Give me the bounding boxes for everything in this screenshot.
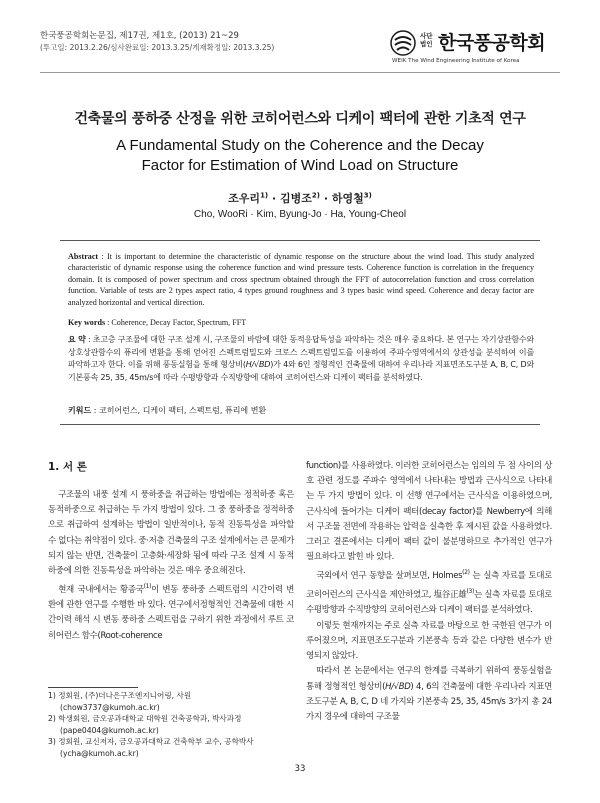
author-sep: ·: [271, 192, 277, 205]
paragraph-2: [48, 579, 294, 644]
header-divider: [40, 72, 560, 73]
korean-abstract-label: 요 약: [68, 335, 86, 344]
title-korean: 건축물의 풍하중 산정을 위한 코히어런스와 디케이 팩터에 관한 기초적 연구: [74, 111, 526, 127]
keywords-label: Key words: [68, 318, 106, 327]
wind-logo-icon: [390, 30, 416, 56]
keywords-text: : Coherence, Decay Factor, Spectrum, FFT: [107, 318, 247, 327]
footnote-3-email: (ycha@kumoh.ac.kr): [60, 748, 139, 758]
society-logo: [390, 28, 560, 68]
footnote-2-email: (pape0404@kumoh.ac.kr): [60, 725, 159, 735]
body-column-right: [306, 459, 552, 725]
korean-keywords-text: : 코히어런스, 디케이 팩터, 스펙트럼, 퓨리에 변환: [93, 406, 267, 415]
citation-3: (3): [466, 588, 474, 596]
author-3: 하영철: [331, 192, 364, 205]
footnote-2: 2) 학생회원, 금오공과대학교 대학원 건축공학과, 박사과정: [48, 714, 242, 723]
paragraph-5: [306, 664, 552, 725]
journal-citation: 한국풍공학회논문집, 제17권, 제1호, (2013) 21~29: [40, 31, 239, 41]
paragraph-5-formula: H/√BD: [385, 681, 411, 692]
body-column-left: [48, 488, 294, 644]
paragraph-3-a: 국외에서 연구 동향을 살펴보면, Holmes: [316, 571, 463, 582]
paragraph-4: 이렇듯 현재까지는 주로 실측 자료를 바탕으로 한 국한된 연구가 이루어졌으며, 지표면조도구분과 기본풍속 등과 같은 다양한 변수가 반영되지 않았다.: [306, 620, 552, 662]
footnote-divider: [48, 687, 138, 688]
author-1: 조우리: [228, 192, 261, 205]
aspect-ratio-formula: H/√BD: [245, 360, 271, 369]
citation-2: (2): [462, 569, 470, 577]
korean-keywords-label: 키워드: [68, 406, 92, 415]
keywords-english: [68, 317, 534, 328]
logo-name: 한국풍공학회: [438, 32, 546, 54]
keywords-korean: [68, 405, 534, 416]
footnote-3: 3) 정회원, 교신저자, 금오공과대학교 건축학부 교수, 공학박사: [48, 737, 254, 746]
logo-english: WEIK The Wind Engineering Institute of Korea: [392, 58, 520, 64]
abstract-text: : It is important to determine the characteristic of dynamic response on the structure about the wind load. This study analyzed characteristic of dynamic response using the coherence function and wind pressure tests. Coherence function is correlation in the frequency domain. It is composed of power spectrum and cross spectrum obtained through the FFT of autocorrelation function and cross correlation function. Variable of tests are 2 types aspect ratio, 4 types ground roughness and 3 types basic wind speed. Coherence and decay factor are analyzed horizontal and vertical direction.: [68, 252, 534, 307]
paragraph-3-b: 는 실측 자료를 토대로 코히어런스의 근사식을 제안하였고, 塩谷正雄: [306, 571, 552, 601]
page-number: 33: [294, 764, 306, 774]
paragraph-2-text: 현재 국내에서는 황종국: [58, 585, 144, 596]
abstract-english: [68, 251, 534, 308]
korean-abstract-text2: )가 4와 6인 정형적인 건축물에 대하여 우리나라 지표면조도구분 A, B, C, D와 기본풍속 25, 35, 45m/s에 따라 수평방향과 수직방향에 대하여 코히어런스와 디케이 팩터를 분석하였다.: [68, 360, 534, 382]
submission-dates: (투고일: 2013.2.26/심사완료일: 2013.3.25/게재확정일: 2013.3.25): [40, 43, 275, 52]
author-2-affil: 2): [311, 191, 320, 200]
authors-korean: [0, 190, 600, 206]
title-english-line1: A Fundamental Study on the Coherence and the Decay: [116, 137, 484, 154]
footnotes: [48, 691, 294, 760]
paragraph-5-a: 따라서 본 논문에서는 연구의 한계를 극복하기 위하여 풍동실험을 통해 정형적인 형상비(: [306, 666, 552, 692]
author-1-affil: 1): [260, 191, 269, 200]
paragraph-2-right: function)를 사용하였다. 이러한 코히어런스는 임의의 두 점 사이의 상호 관련 정도를 주파수 영역에서 나타내는 방법과 근사식으로 나타내는 두 가지 방법이 있다. 이 선행 연구에서는 근사식을 이용하였으며, 근사식에 들어가는 디케이 팩터(decay factor)를 Newberry에 의해서 구조물 전면에 작용하는 압력을 실측한 후 제시된 값을 사용하였다. 그러고 결론에서는 디케이 팩터 값이 불분명하므로 추가적인 연구가 필요하다고 밝힌 바 있다.: [306, 461, 552, 563]
title-english-line2: Factor for Estimation of Wind Load on Structure: [141, 157, 459, 174]
authors-english: Cho, WooRi · Kim, Byung-Jo · Ha, Young-Cheol: [193, 209, 407, 220]
paragraph-2-continued: 이 변동 풍하중 스펙트럼의 시간이력 변환에 관한 연구를 수행한 바 있다. 연구에서정형적인 건축물에 대한 시간이력 해석 시 변동 풍하중 스펙트럼을 구하기 위한 과정에서 루트 코히어런스 함수(Root-coherence: [48, 585, 294, 641]
footnote-1: 1) 정회원, (주)더나은구조엔지니어링, 사원: [48, 691, 192, 700]
citation-1: (1): [143, 583, 152, 591]
author-2: 김병조: [280, 192, 312, 205]
journal-header: [40, 30, 274, 54]
paragraph-3-c: 는 실측 자료를 토대로 수평방향과 수직방향의 코히어런스와 디케이 팩터를 분석하였다.: [306, 590, 552, 616]
author-3-affil: 3): [363, 191, 372, 200]
title-english: [0, 136, 600, 176]
section-title-introduction: 1. 서 론: [48, 461, 87, 473]
abstract-label: Abstract: [68, 252, 99, 261]
korean-abstract-text1: : 초고층 구조물에 대한 구조 설계 시, 구조물의 바람에 대한 동적응답특성을 파악하는 것은 매우 중요하다. 본 연구는 자기상관함수와 상호상관함수의 퓨리에 변환을 통해 얻어진 스펙트럼밀도와 크로스 스펙트럼밀도를 이용하여 주파수영역에서의 상관성을 분석하여 이를 파악하고자 한다. 이를 위해 풍동실험을 통해 형상비(: [68, 335, 534, 369]
author-sep: ·: [323, 192, 329, 205]
paragraph-1: 구조물의 내풍 설계 시 풍하중을 취급하는 방법에는 정적하중 혹은 동적하중으로 취급하는 두 가지 방법이 있다. 그 중 풍하중을 정적하중으로 취급하여 설계하는 방법이 일반적이나, 동적 진동특성을 파악할 수 없다는 취약점이 있다. 중·저층 건축물의 구조 설계에서는 큰 문제가 되지 않는 반면, 건축물이 고층화·세장화 됨에 따라 구조 설계 시 동적하중에 의한 진동특성을 파악하는 것은 매우 중요해진다.: [48, 490, 294, 577]
abstract-korean: [68, 334, 534, 384]
paragraph-3: [306, 565, 552, 618]
footnote-1-email: (chow3737@kumoh.ac.kr): [60, 702, 160, 712]
logo-small-text: 사단법인: [420, 32, 433, 48]
paragraph-5-b: ) 4, 6의 건축물에 대한 우리나라 지표면조도구분 A, B, C, D 네 가지와 기본풍속 25, 35, 45m/s 3가지 총 24가지 경우에 대하여 구조물: [306, 681, 552, 722]
